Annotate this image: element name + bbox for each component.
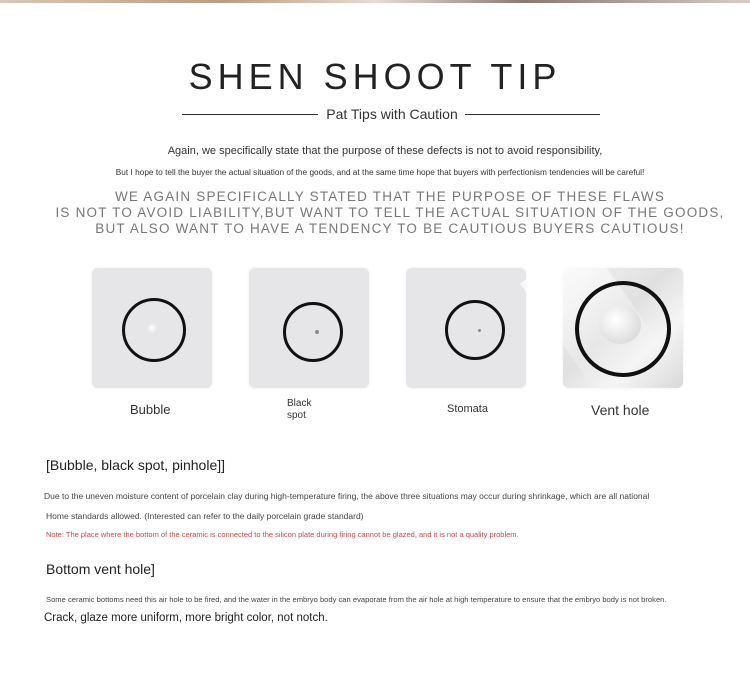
section1-heading: [Bubble, black spot, pinhole]]	[46, 457, 226, 473]
section2-text-1: Some ceramic bottoms need this air hole to be fired, and the water in the embryo body can evaporate from the air hole at high temperature to ensure that the embryo body is not broken.	[46, 595, 667, 604]
top-decorative-bar	[0, 0, 750, 3]
stomata-image	[406, 268, 526, 388]
highlight-circle	[283, 302, 343, 362]
vent-hole-image	[563, 268, 683, 388]
section1-text-1: Due to the uneven moisture content of porcelain clay during high-temperature firing, the above three situations may occur during shrinkage, which are all national	[44, 491, 650, 501]
section2-heading: Bottom vent hole]	[46, 561, 155, 577]
black-spot	[315, 330, 319, 334]
subtitle-row	[0, 105, 750, 125]
section1-note: Note: The place where the bottom of the ceramic is connected to the silicon plate during firing cannot be glazed, and it is not a quality problem.	[46, 530, 519, 539]
black-spot-image	[249, 268, 369, 388]
intro-line-1: Again, we specifically state that the purpose of these defects is not to avoid responsibility,	[167, 145, 603, 157]
stomata-spot	[478, 329, 481, 332]
subtitle-rule-right	[465, 114, 600, 115]
label-vent-hole: Vent hole	[591, 402, 650, 418]
section2-text-2: Crack, glaze more uniform, more bright color, not notch.	[44, 612, 328, 624]
label-stomata: Stomata	[447, 403, 488, 415]
label-black-line1: Black	[287, 398, 312, 409]
label-black-line2: spot	[287, 410, 306, 421]
caps-line-3: BUT ALSO WANT TO HAVE A TENDENCY TO BE CAUTIOUS BUYERS CAUTIOUS!	[95, 221, 685, 236]
page-title: SHEN SHOOT TIP	[188, 56, 562, 97]
bubble-image	[92, 268, 212, 388]
vent-hole-spot	[599, 306, 641, 344]
subtitle: Pat Tips with Caution	[326, 106, 458, 122]
intro-line-2: But I hope to tell the buyer the actual situation of the goods, and at the same time hope that buyers with perfectionism tendencies will be careful!	[115, 167, 645, 177]
bubble-spot	[147, 324, 159, 335]
highlight-circle	[445, 300, 505, 360]
caps-line-1: WE AGAIN SPECIFICALLY STATED THAT THE PURPOSE OF THESE FLAWS	[114, 189, 666, 204]
label-bubble: Bubble	[130, 402, 171, 417]
caps-line-2: IS NOT TO AVOID LIABILITY,BUT WANT TO TELL THE ACTUAL SITUATION OF THE GOODS,	[55, 205, 725, 220]
section1-text-2: Home standards allowed. (Interested can refer to the daily porcelain grade standard)	[46, 511, 364, 521]
